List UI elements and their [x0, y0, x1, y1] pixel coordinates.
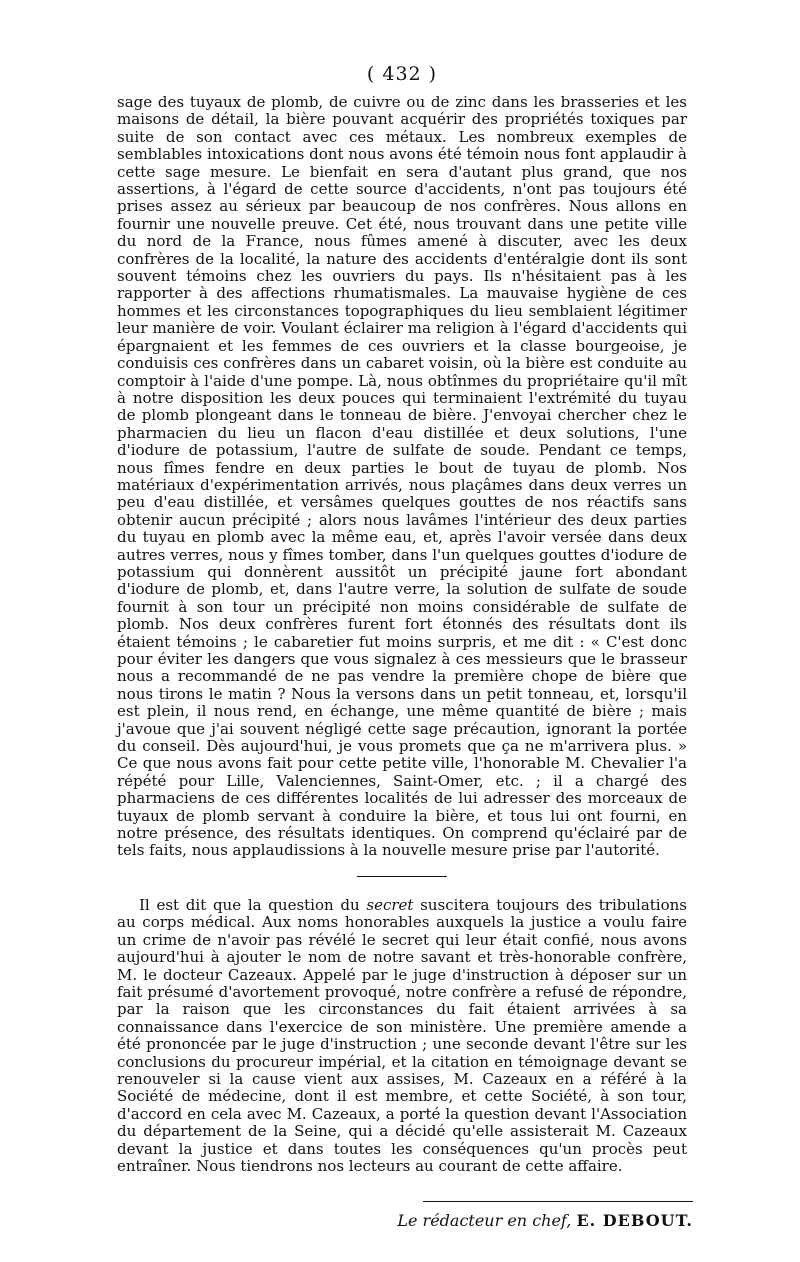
signature-rule	[423, 1201, 693, 1202]
italic-secret-word: secret	[366, 895, 414, 914]
paragraph-lead-pipes: sage des tuyaux de plomb, de cuivre ou de zinc dans les brasseries et les maisons de détail, la bière pouvant acquérir des propriétés toxiques par suite de son contact avec ces métaux. Les nombreux exemples de semblables intoxications dont nous avons été témoin nous font applaudir à cette sage mesure. Le bienfait en sera d'autant plus grand, que nos assertions, à l'égard de cette source d'accidents, n'ont pas toujours été prises assez au sérieux par beaucoup de nos confrères. Nous allons en fournir une nouvelle preuve. Cet été, nous trouvant dans une petite ville du nord de la France, nous fûmes amené à discuter, avec les deux confrères de la localité, la nature des accidents d'entéralgie dont ils sont souvent témoins chez les ouvriers du pays. Ils n'hésitaient pas à les rapporter à des affections rhumatismales. La mauvaise hygiène de ces hommes et les circonstances topographiques du lieu semblaient légitimer leur manière de voir. Voulant éclairer ma religion à l'égard d'accidents qui épargnaient et les femmes de ces ouvriers et la classe bourgeoise, je conduisis ces confrères dans un cabaret voisin, où la bière est conduite au comptoir à l'aide d'une pompe. Là, nous obtînmes du propriétaire qu'il mît à notre disposition les deux pouces qui terminaient l'extrémité du tuyau de plomb plongeant dans le tonneau de bière. J'envoyai chercher chez le pharmacien du lieu un flacon d'eau distillée et deux solutions, l'une d'iodure de potassium, l'autre de sulfate de soude. Pendant ce temps, nous fîmes fendre en deux parties le bout de tuyau de plomb. Nos matériaux d'expérimentation arrivés, nous plaçâmes dans deux verres un peu d'eau distillée, et versâmes quelques gouttes de nos réactifs sans obtenir aucun précipité ; alors nous lavâmes l'intérieur des deux parties du tuyau en plomb avec la même eau, et, après l'avoir versée dans deux autres verres, nous y fîmes tomber, dans l'un quelques gouttes d'iodure de potassium qui donnèrent aussitôt un précipité jaune fort abondant d'iodure de plomb, et, dans l'autre verre, la solution de sulfate de soude fournit à son tour un précipité non moins considérable de sulfate de plomb. Nos deux confrères furent fort étonnés des résultats dont ils étaient témoins ; le cabaretier fut moins surpris, et me dit : « C'est donc pour éviter les dangers que vous signalez à ces messieurs que le brasseur nous a recommandé de ne pas vendre la première chope de bière que nous tirons le matin ? Nous la versons dans un petit tonneau, et, lorsqu'il est plein, il nous rend, en échange, une même quantité de bière ; mais j'avoue que j'ai souvent négligé cette sage précaution, ignorant la portée du conseil. Dès aujourd'hui, je vous promets que ça ne m'arrivera plus. » Ce que nous avons fait pour cette petite ville, l'honorable M. Chevalier l'a répété pour Lille, Valenciennes, Saint-Omer, etc. ; il a chargé des pharmaciens de ces différentes localités de lui adresser des morceaux de tuyaux de plomb servant à conduire la bière, et tous lui ont fourni, en notre présence, des résultats identiques. On comprend qu'éclairé par de tels faits, nous applaudissions à la nouvelle mesure prise par l'autorité.	[117, 93, 687, 860]
signature	[117, 1210, 693, 1232]
paragraph-medical-secret-rest: suscitera toujours des tribulations au corps médical. Aux noms honorables auxquels la justice a voulu faire un crime de n'avoir pas révélé le secret qui leur était confié, nous avons aujourd'hui à ajouter le nom de notre savant et très-honorable confrère, M. le docteur Cazeaux. Appelé par le juge d'instruction à déposer sur un fait présumé d'avortement provoqué, notre confrère a refusé de répondre, par la raison que les circonstances du fait étaient arrivées à sa connaissance dans l'exercice de son ministère. Une première amende a été prononcée par le juge d'instruction ; une seconde devant l'être sur les conclusions du procureur impérial, et la citation en témoignage devant se renouveler si la cause vient aux assises, M. Cazeaux en a référé à la Société de médecine, dont il est membre, et cette Société, à son tour, d'accord en cela avec M. Cazeaux, a porté la question devant l'Association du département de la Seine, qui a décidé qu'elle assisterait M. Cazeaux devant la justice et dans toutes les conséquences qu'un procès peut entraîner. Nous tiendrons nos lecteurs au courant de cette affaire.	[117, 895, 687, 1175]
signature-name: E. DEBOUT.	[576, 1211, 693, 1231]
signature-title: Le rédacteur en chef,	[397, 1211, 572, 1231]
paragraph-medical-secret	[117, 897, 687, 1176]
section-divider	[357, 876, 447, 877]
page-number: ( 432 )	[366, 63, 438, 85]
paragraph-medical-secret-start: Il est dit que la question du	[139, 895, 367, 914]
document-page	[117, 60, 693, 1232]
